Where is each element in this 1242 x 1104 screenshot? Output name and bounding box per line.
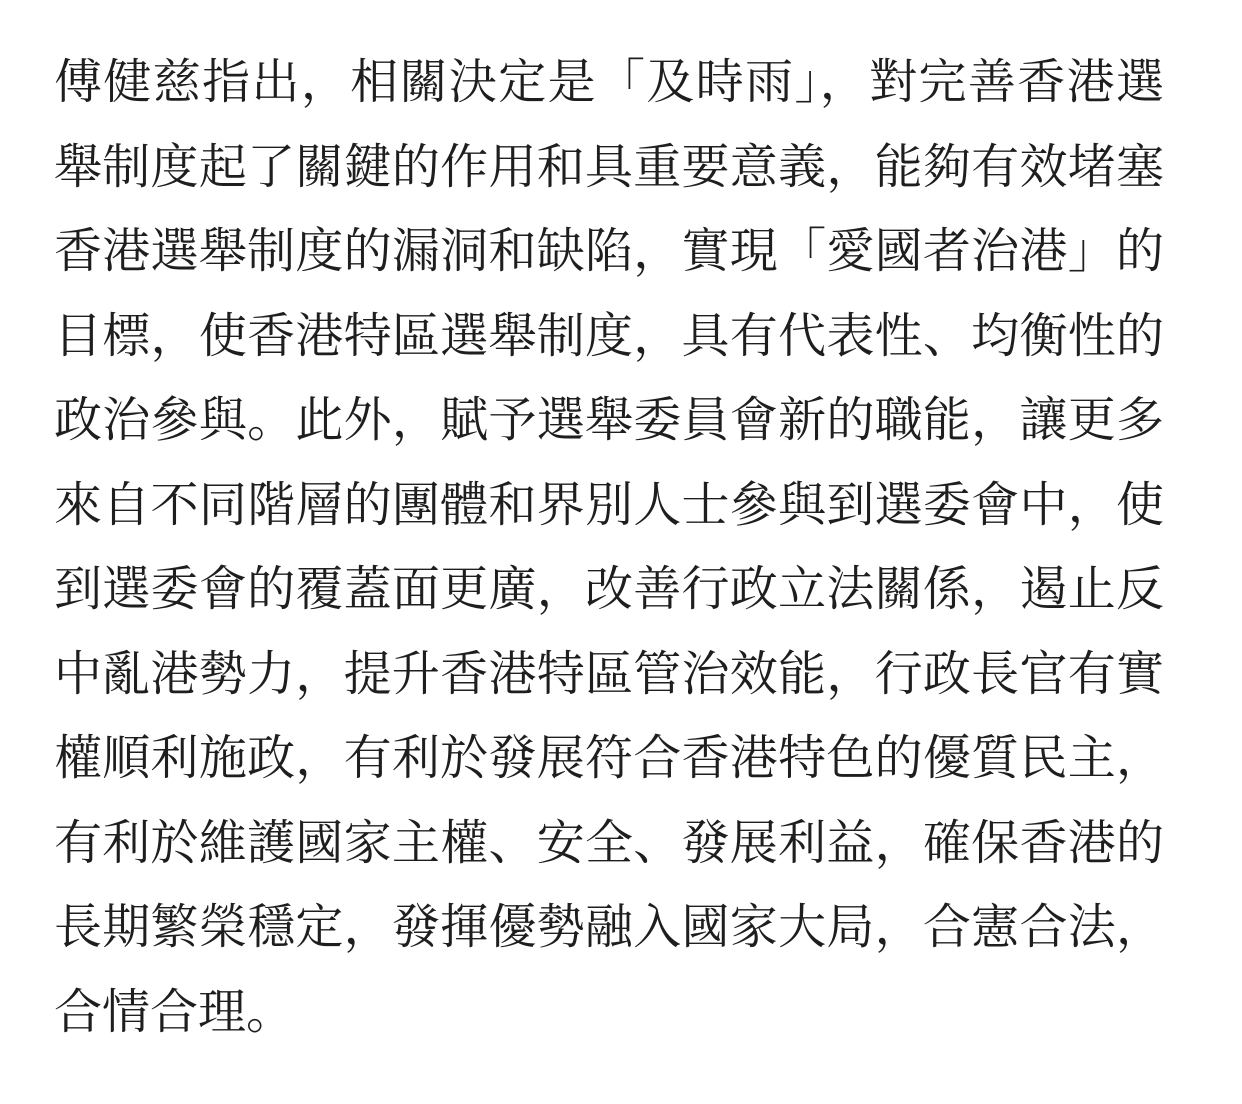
paragraph-line: 傅健慈指出，相關決定是「及時雨」，對完善香港選	[54, 54, 1164, 110]
paragraph-line: 舉制度起了關鍵的作用和具重要意義，能夠有效堵塞	[54, 138, 1164, 195]
paragraph-line: 長期繁榮穩定，發揮優勢融入國家大局，合憲合法，	[54, 899, 1164, 955]
paragraph-line: 中亂港勢力，提升香港特區管治效能，行政長官有實	[54, 645, 1164, 702]
paragraph-line: 政治參與。此外，賦予選舉委員會新的職能，讓更多	[54, 392, 1164, 448]
paragraph-line: 目標，使香港特區選舉制度，具有代表性、均衡性的	[54, 307, 1164, 364]
article-paragraph	[54, 40, 1164, 1054]
paragraph-line: 到選委會的覆蓋面更廣，改善行政立法關係，遏止反	[54, 561, 1164, 617]
paragraph-line: 來自不同階層的團體和界別人士參與到選委會中，使	[54, 476, 1164, 533]
paragraph-line: 權順利施政，有利於發展符合香港特色的優質民主，	[54, 730, 1164, 786]
paragraph-line: 有利於維護國家主權、安全、發展利益，確保香港的	[54, 814, 1164, 871]
paragraph-line: 合情合理。	[54, 983, 295, 1040]
paragraph-line: 香港選舉制度的漏洞和缺陷，實現「愛國者治港」的	[54, 223, 1164, 279]
